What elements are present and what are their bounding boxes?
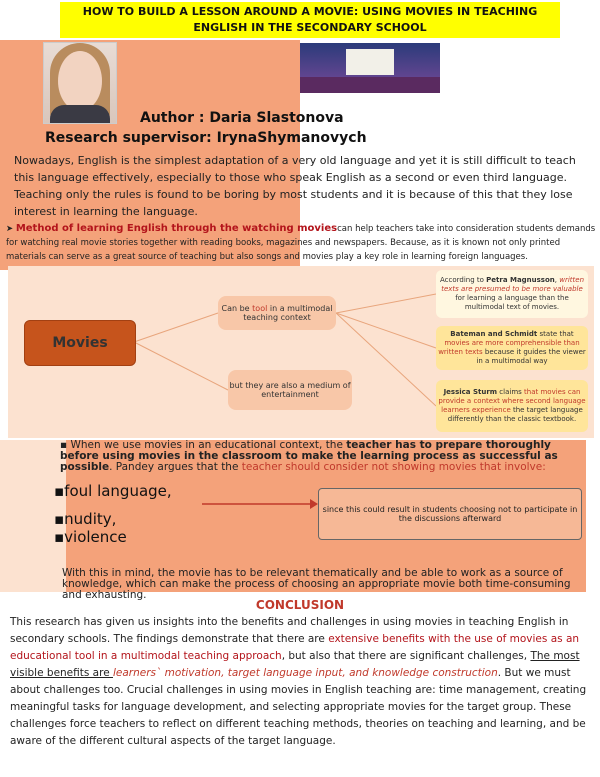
cinema-illustration <box>300 43 440 93</box>
magnusson-box: According to Petra Magnusson, written texts are presumed to be more valuable for learning a language than the multimodal text of movies. <box>436 270 588 318</box>
method-paragraph <box>6 222 596 264</box>
scroll-note: since this could result in students choosing not to participate in the discussions afterward <box>318 488 582 540</box>
bullet-nudity: ▪nudity, <box>54 510 117 528</box>
slide2-paragraph-1: ▪ When we use movies in an educational context, the teacher has to prepare thoroughly before using movies in the classroom to make the learning process as successful as possible. Pandey argues that the teacher should consider not showing movies that involve: <box>60 439 558 473</box>
bullet-foul-language: ▪foul language, <box>54 482 172 500</box>
cinema-seats <box>300 77 440 93</box>
conclusion-title: CONCLUSION <box>255 598 345 612</box>
intro-paragraph: Nowadays, English is the simplest adaptation of a very old language and yet it is still difficult to teach this language effectively, especially to those who speak English as a second or even third language. Teaching only the rules is found to be boring by most students and it is because of this that they lose interest in learning the language. <box>14 154 576 218</box>
slide2-paragraph-2: With this in mind, the movie has to be relevant thematically and be able to work as a source of knowledge, which can make the process of choosing an appropriate movie both time-consuming and exhausting. <box>62 567 571 601</box>
page-title: HOW TO BUILD A LESSON AROUND A MOVIE: USING MOVIES IN TEACHING ENGLISH IN THE SECONDARY SCHOOL <box>82 5 538 34</box>
author-photo <box>43 42 117 124</box>
conclusion-paragraph: This research has given us insights into the benefits and challenges in using movies in teaching English in secondary schools. The findings demonstrate that there are extensive benefits with the use of movies as an educational tool in a multimodal teaching approach, but also that there are significant challenges, The most visible benefits are learners` motivation, target language input, and knowledge construction. But we must about challenges too. Crucial challenges in using movies in English teaching are: time management, creating meaningful tasks for language development, and selecting appropriate movies for the target group. These challenges force teachers to reflect on different teaching methods, theories on teaching and learning, and be aware of the different cultural aspects of the target language. <box>10 616 587 747</box>
bullet-violence: ▪violence <box>54 528 127 546</box>
connector-tool-box2 <box>336 313 436 348</box>
arrow-to-scroll-icon <box>202 498 318 510</box>
connector-movies-tool <box>134 313 218 342</box>
tool-node: Can be tool in a multimodal teaching context <box>218 296 336 330</box>
cinema-screen <box>346 49 394 75</box>
movies-node: Movies <box>24 320 136 366</box>
connector-movies-medium <box>134 342 228 390</box>
shirt-shape <box>50 105 110 124</box>
arrow-bullet-icon: ➤ <box>6 224 14 234</box>
method-text: can help teachers take into consideration students demands for watching real movie stories together with reading books, magazines and newspapers. Because, as it is known not only printed materials can serve as a great source of teaching but also songs and movies play a key role in learning foreign languages. <box>6 224 596 262</box>
movies-diagram <box>8 266 594 438</box>
author-name: Author : Daria Slastonova <box>140 110 344 126</box>
connector-tool-box1 <box>336 294 436 313</box>
face-shape <box>58 51 102 111</box>
bateman-schmidt-box: Bateman and Schmidt state that movies are more comprehensible than written texts because it guides the viewer in a multimodal way <box>436 326 588 370</box>
method-highlight: Method of learning English through the watching movies <box>15 223 338 234</box>
entertainment-node: but they are also a medium of entertainment <box>228 370 352 410</box>
sturm-box: Jessica Sturm claims that movies can provide a context where second language learners experience the target language differently than the classic textbook. <box>436 380 588 432</box>
research-supervisor: Research supervisor: IrynaShymanovych <box>45 130 367 146</box>
